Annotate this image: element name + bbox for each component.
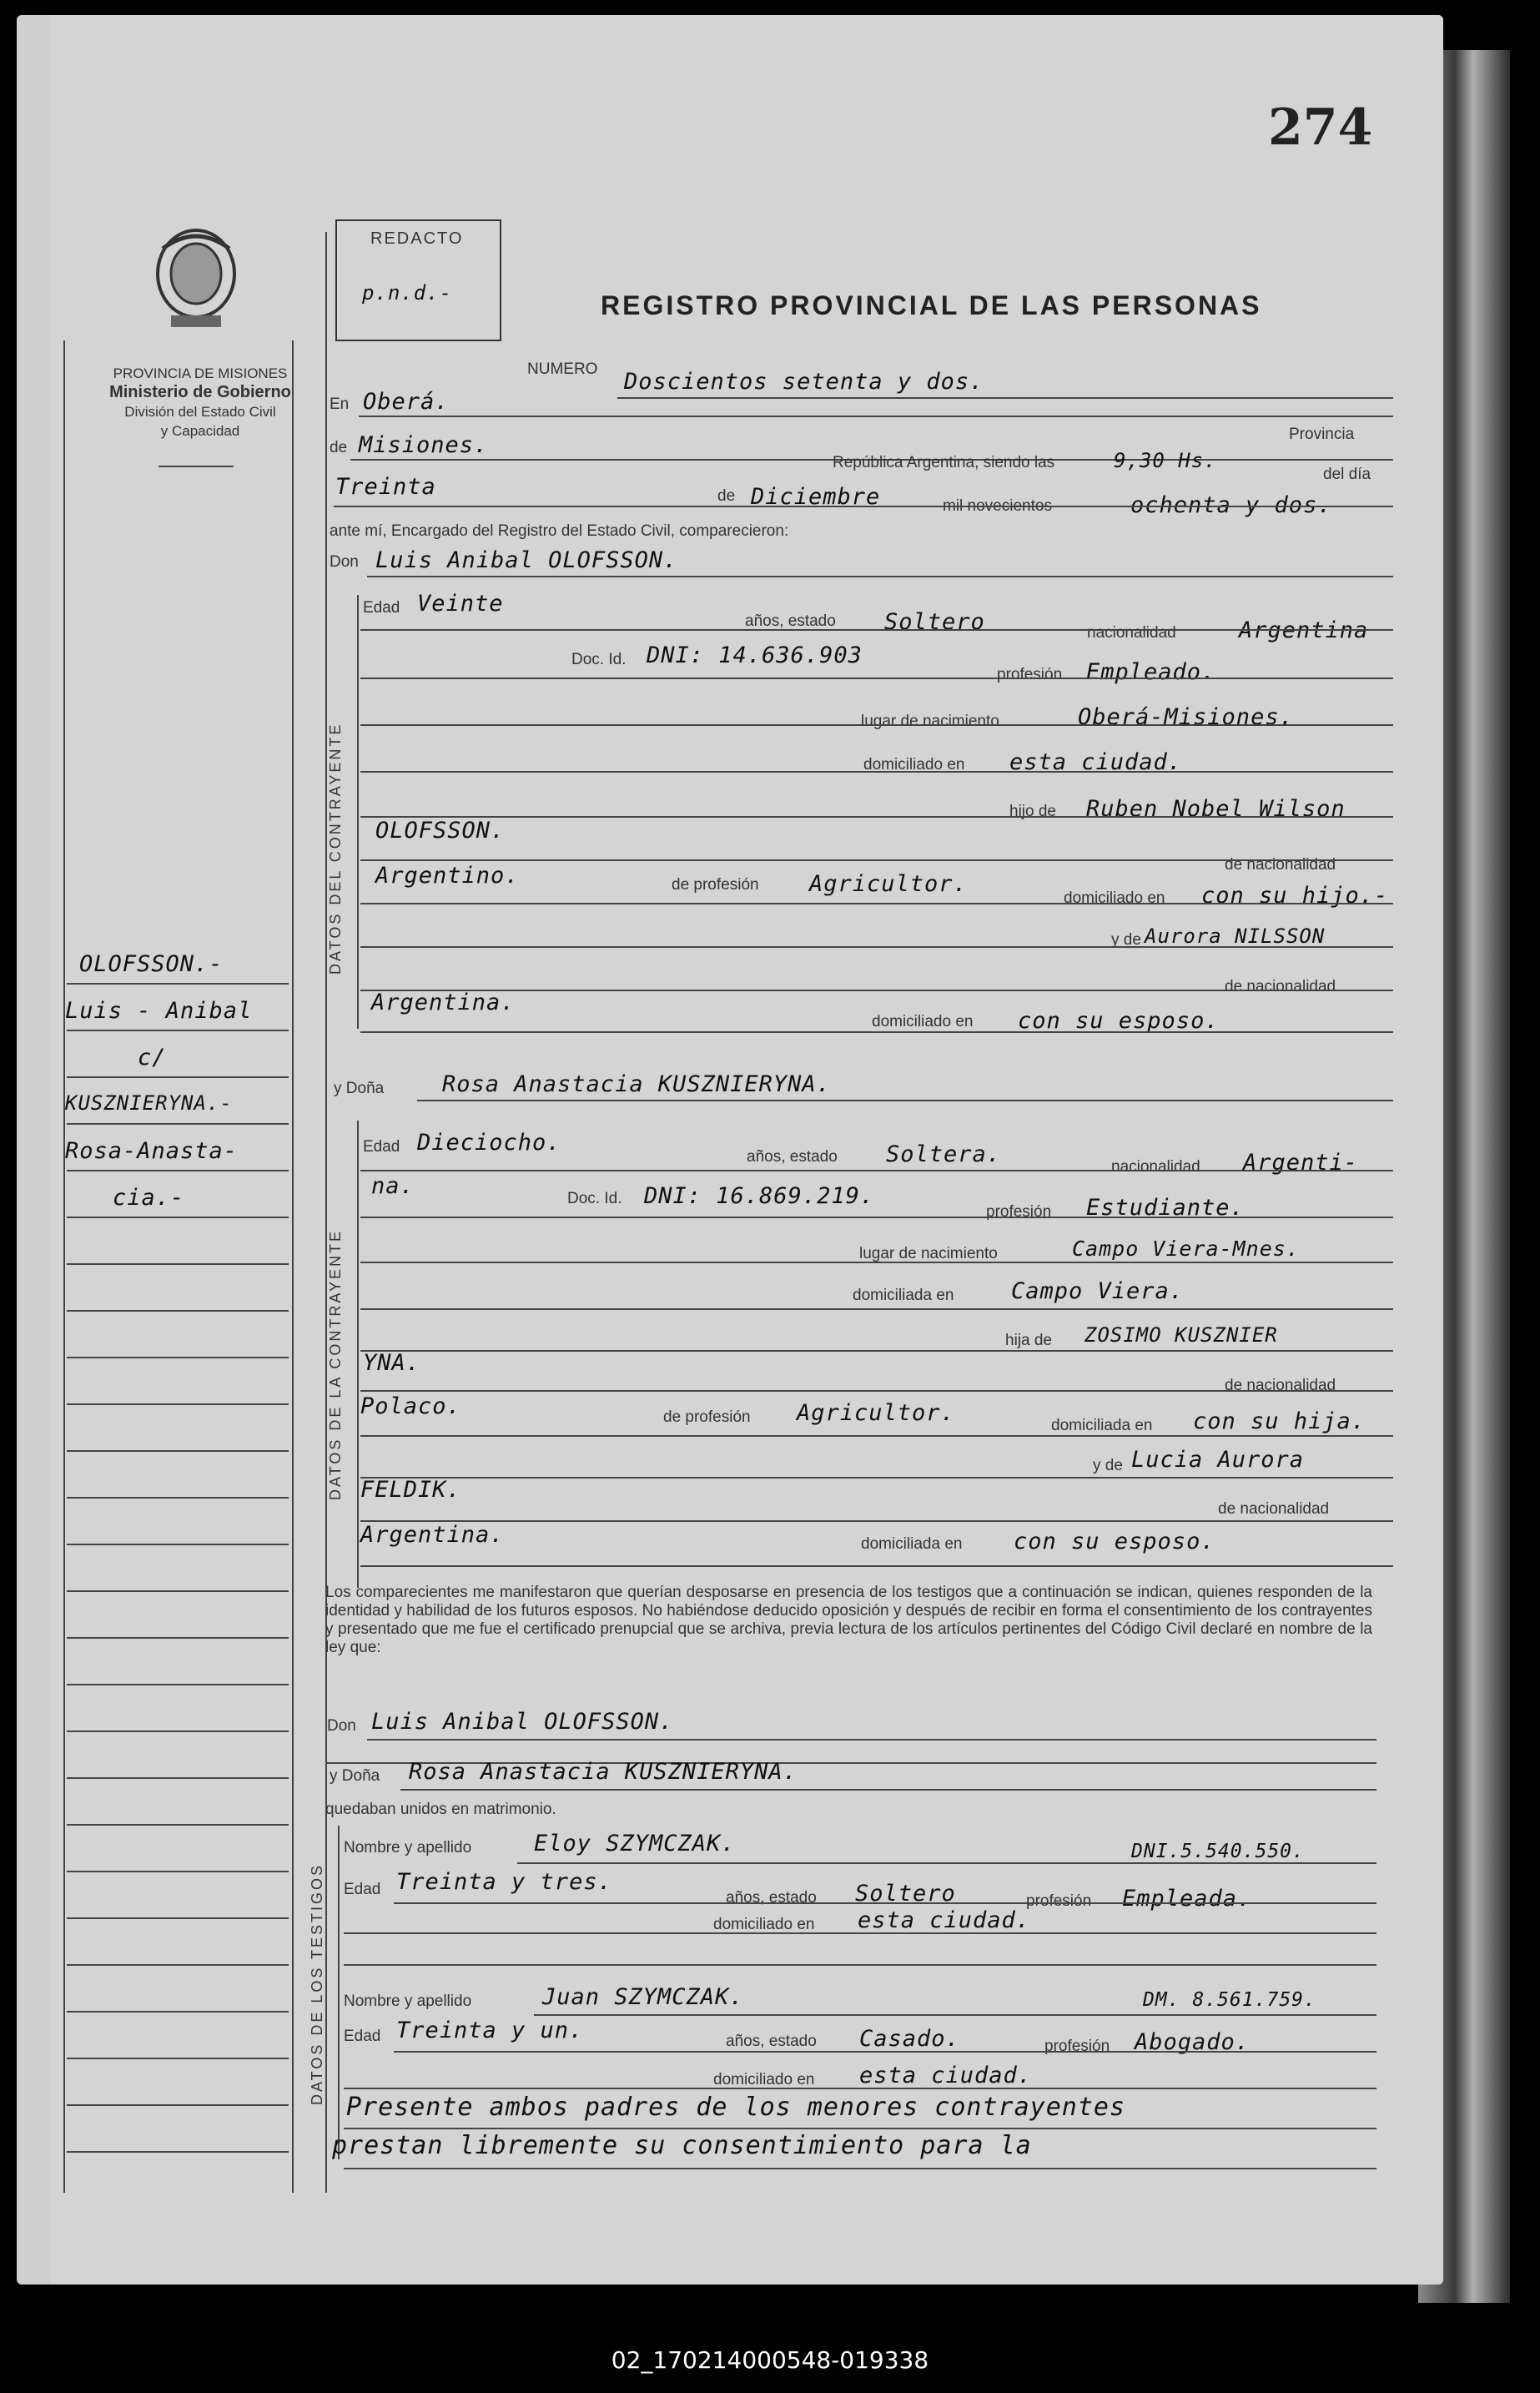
bride-padre-dom: con su hija. (1193, 1408, 1366, 1434)
hijo-label: hijo de (1009, 803, 1056, 820)
bride-domicilio: Campo Viera. (1011, 1278, 1185, 1304)
rule (360, 1308, 1393, 1310)
margin-rule (63, 340, 65, 2193)
witness2-dni: DM. 8.561.759. (1143, 1989, 1316, 2011)
rule (360, 629, 1393, 631)
groom-estado: Soltero (884, 609, 985, 635)
declaration-text: Los comparecientes me manifestaron que querían desposarse en presencia de los testigos que a continuación se indican, quienes responden de la identidad y habilidad de los futuros esposos. No habiéndose deducido oposición y después de recibir en forma el consentimiento de los contrayentes y presentado que me fue el certificado prenupcial que se archiva, previa lectura de los artículos pertinentes del Código Civil declaré en nombre de la ley que: (325, 1584, 1372, 1656)
t1-dom-label: domiciliado en (713, 1916, 815, 1933)
rule (344, 2168, 1376, 2169)
prof-label: profesión (997, 666, 1063, 683)
margin-line-4: KUSZNIERYNA.- (65, 1091, 233, 1115)
t1-prof-label: profesión (1026, 1892, 1092, 1910)
witness2-name: Juan SZYMCZAK. (542, 1984, 744, 2010)
nac-label-2: nacionalidad (1111, 1158, 1200, 1176)
margin-rule-line (67, 1030, 289, 1031)
dom3-label: domiciliado en (872, 1013, 974, 1030)
anios-label: años, estado (745, 612, 836, 630)
rule (360, 816, 1393, 818)
notes-line-1: Presente ambos padres de los menores contrayentes (346, 2093, 1126, 2122)
rule (360, 1350, 1393, 1352)
rule (360, 1477, 1393, 1479)
de-prof-label-2: de profesión (663, 1408, 751, 1426)
dom2-label: domiciliado en (1064, 889, 1165, 907)
rule (334, 506, 1393, 507)
edad-label-2: Edad (363, 1138, 400, 1156)
rule (360, 859, 1393, 861)
edad-label: Edad (363, 599, 400, 617)
margin-rule-line (67, 2011, 289, 2013)
dom-label: domiciliado en (863, 756, 965, 773)
nombre-label-2: Nombre y apellido (344, 1992, 472, 2010)
groom-padre-2: OLOFSSON. (375, 818, 506, 844)
margin-rule-line (67, 1544, 289, 1545)
rule (360, 946, 1393, 948)
rule (367, 576, 1393, 577)
redacto-value: p.n.d.- (362, 281, 453, 305)
anio-value: ochenta y dos. (1130, 492, 1332, 518)
rule (360, 903, 1393, 904)
margin-rule-line (67, 1917, 289, 1919)
rule (394, 2051, 1376, 2053)
margin-rule-line (67, 1310, 289, 1312)
bride-madre-nac: Argentina. (360, 1522, 505, 1548)
groom-lugar: Oberá-Misiones. (1078, 704, 1294, 730)
rule (360, 1217, 1393, 1218)
margin-rule-line (67, 1777, 289, 1779)
decl-don: Luis Anibal OLOFSSON. (371, 1709, 674, 1735)
t2-dom-label: domiciliado en (713, 2071, 815, 2088)
rule (360, 1390, 1393, 1392)
witness1-name: Eloy SZYMCZAK. (534, 1831, 736, 1856)
rule (359, 416, 1393, 417)
bride-nacionalidad-2: na. (371, 1173, 415, 1199)
margin-rule-line (67, 1824, 289, 1826)
margin-rule-line (67, 1964, 289, 1966)
margin-rule-line (67, 1590, 289, 1592)
anios-label-2: años, estado (747, 1148, 838, 1166)
margin-rule-line (67, 2151, 289, 2153)
rule (400, 1789, 1376, 1791)
bride-madre-dom: con su esposo. (1014, 1529, 1215, 1554)
groom-madre-dom: con su esposo. (1018, 1008, 1220, 1034)
block-rule (338, 1826, 340, 2159)
image-caption: 02_170214000548-019338 (611, 2346, 929, 2374)
de-label: de (330, 439, 348, 456)
rule (360, 724, 1393, 726)
don-label: Don (330, 553, 359, 571)
nac-label: nacionalidad (1087, 624, 1176, 642)
t1-edad-label: Edad (344, 1881, 381, 1898)
margin-rule-line (67, 1263, 289, 1265)
witness1-edad: Treinta y tres. (396, 1869, 612, 1895)
dona-label: y Doña (334, 1080, 385, 1097)
rule (534, 2014, 1376, 2016)
groom-padre-dom: con su hijo.- (1201, 883, 1389, 909)
margin-rule-line (67, 1637, 289, 1639)
province-label: PROVINCIA DE MISIONES (113, 365, 288, 381)
decl-dona: Rosa Anastacia KUSZNIERYNA. (409, 1759, 798, 1785)
witness1-estado: Soltero (855, 1881, 956, 1907)
margin-rule-line (67, 1731, 289, 1732)
provincia-label: Provincia (1289, 426, 1355, 443)
witness2-dom: esta ciudad. (859, 2063, 1033, 2088)
coat-of-arms-icon (146, 224, 246, 332)
document-title: REGISTRO PROVINCIAL DE LAS PERSONAS (601, 290, 1262, 320)
numero-value: Doscientos setenta y dos. (624, 369, 984, 395)
groom-nacionalidad: Argentina (1239, 617, 1369, 643)
rule (360, 1565, 1393, 1567)
de-value: Misiones. (359, 432, 489, 458)
quedaban-label: quedaban unidos en matrimonio. (325, 1801, 556, 1818)
divider (159, 466, 234, 467)
dom3-label-2: domiciliada en (861, 1535, 963, 1553)
de-prof-label: de profesión (672, 876, 759, 894)
rule (367, 1739, 1376, 1741)
bride-profesion: Estudiante. (1086, 1195, 1245, 1221)
lugar-label-2: lugar de nacimiento (859, 1245, 998, 1262)
rule (344, 1932, 1376, 1934)
page-number: 274 (1268, 98, 1373, 157)
margin-rule-line (67, 1684, 289, 1685)
bride-madre: Lucia Aurora (1131, 1447, 1305, 1473)
rule (360, 1435, 1393, 1437)
en-value: Oberá. (363, 389, 450, 415)
left-header (75, 364, 325, 441)
groom-padre-nac: Argentino. (375, 863, 520, 889)
margin-rule-line (67, 2058, 289, 2059)
margin-rule-line (67, 1217, 289, 1218)
margin-rule-line (67, 1497, 289, 1499)
groom-edad: Veinte (417, 591, 504, 617)
witness2-prof: Abogado. (1135, 2029, 1251, 2055)
y-de-label: y de (1111, 931, 1141, 949)
doc-label: Doc. Id. (571, 651, 627, 668)
de2-label: de (717, 487, 736, 505)
t2-prof-label: profesión (1044, 2038, 1110, 2055)
rule (360, 1520, 1393, 1522)
mes-value: Diciembre (751, 484, 881, 510)
hija-label: hija de (1005, 1332, 1052, 1349)
witness1-prof: Empleada. (1122, 1886, 1252, 1912)
mil-label: mil novecientos (943, 497, 1052, 515)
bride-padre-2: YNA. (363, 1350, 421, 1376)
document-page (17, 15, 1443, 2285)
bride-padre-nac: Polaco. (360, 1393, 461, 1419)
bride-madre-2: FELDIK. (360, 1477, 461, 1503)
t1-anios-label: años, estado (726, 1889, 817, 1907)
rule (344, 1964, 1376, 1966)
rule (344, 2128, 1376, 2129)
bride-nacionalidad: Argenti- (1243, 1150, 1359, 1176)
capacity-label: y Capacidad (160, 423, 240, 439)
bride-padre-prof: Agricultor. (797, 1400, 955, 1426)
rule (360, 1262, 1393, 1263)
prof-label-2: profesión (986, 1203, 1052, 1221)
de-nac-label-3: de nacionalidad (1225, 1377, 1336, 1394)
groom-profesion: Empleado. (1086, 659, 1216, 685)
bride-side-label: DATOS DE LA CONTRAYENTE (327, 1228, 344, 1500)
decl-don-label: Don (327, 1717, 356, 1735)
de-nac-label-2: de nacionalidad (1225, 978, 1336, 995)
block-rule (357, 1121, 359, 1588)
rule (344, 2088, 1376, 2089)
lugar-label: lugar de nacimiento (861, 713, 999, 730)
republica-label: República Argentina, siendo las (833, 454, 1055, 471)
groom-madre: Aurora NILSSON (1145, 924, 1326, 948)
rule (360, 678, 1393, 679)
hora-value: 9,30 Hs. (1114, 449, 1217, 472)
margin-rule-line (67, 983, 289, 985)
witness1-dni: DNI.5.540.550. (1131, 1841, 1305, 1862)
rule (517, 1862, 1376, 1864)
ministry-label: Ministerio de Gobierno (109, 383, 291, 401)
groom-padre-prof: Agricultor. (809, 871, 968, 897)
margin-line-1: OLOFSSON.- (79, 951, 224, 977)
groom-doc: DNI: 14.636.903 (647, 642, 863, 668)
rule (394, 1902, 1376, 1904)
ante-label: ante mí, Encargado del Registro del Estado Civil, comparecieron: (330, 522, 789, 540)
margin-rule-line (67, 1076, 289, 1078)
rule (417, 1100, 1393, 1101)
bride-edad: Dieciocho. (417, 1130, 561, 1156)
witness2-edad: Treinta y un. (396, 2018, 584, 2043)
margin-rule-line (67, 1357, 289, 1358)
bride-doc: DNI: 16.869.219. (644, 1183, 875, 1209)
margin-rule-line (67, 1403, 289, 1405)
division-label: División del Estado Civil (124, 404, 276, 420)
margin-rule (292, 340, 294, 2193)
witness-side-label: DATOS DE LOS TESTIGOS (309, 1862, 325, 2105)
nombre-label: Nombre y apellido (344, 1839, 472, 1856)
margin-rule-line (67, 1871, 289, 1872)
rule (360, 1031, 1393, 1033)
de-nac-label-4: de nacionalidad (1218, 1500, 1330, 1518)
groom-side-label: DATOS DEL CONTRAYENTE (327, 722, 344, 975)
dom-label-2: domiciliada en (853, 1287, 954, 1304)
margin-line-6: cia.- (113, 1185, 185, 1211)
dia-value: Treinta (335, 474, 436, 500)
t2-edad-label: Edad (344, 2028, 381, 2045)
del-dia-label: del día (1323, 466, 1371, 483)
rule (617, 397, 1393, 399)
margin-rule-line (67, 1170, 289, 1171)
rule (360, 1170, 1393, 1171)
redacto-label: REDACTO (370, 229, 464, 248)
margin-rule-line (67, 1450, 289, 1452)
t2-anios-label: años, estado (726, 2033, 817, 2050)
margin-rule-line (67, 2104, 289, 2106)
groom-domicilio: esta ciudad. (1009, 749, 1183, 775)
redacto-box (335, 219, 501, 341)
bride-lugar: Campo Viera-Mnes. (1072, 1237, 1300, 1261)
groom-name: Luis Anibal OLOFSSON. (375, 547, 678, 573)
notes-line-2: prestan libremente su consentimiento para la (332, 2131, 1032, 2160)
groom-padre: Ruben Nobel Wilson (1086, 796, 1346, 822)
en-label: En (330, 395, 350, 413)
de-nac-label: de nacionalidad (1225, 856, 1336, 874)
witness2-estado: Casado. (859, 2026, 960, 2052)
bride-padre: ZOSIMO KUSZNIER (1085, 1323, 1278, 1347)
dom2-label-2: domiciliada en (1051, 1417, 1153, 1434)
rule (360, 771, 1393, 773)
y-de-label-2: y de (1093, 1457, 1123, 1474)
margin-rule-line (67, 1123, 289, 1125)
numero-label: NUMERO (527, 360, 598, 378)
margin-line-5: Rosa-Anasta- (65, 1138, 239, 1164)
decl-dona-label: y Doña (330, 1767, 380, 1785)
groom-madre-nac: Argentina. (371, 990, 516, 1015)
margin-line-3: c/ (138, 1045, 167, 1071)
margin-line-2: Luis - Anibal (65, 998, 253, 1024)
block-rule (357, 595, 359, 1029)
bride-estado: Soltera. (886, 1141, 1002, 1167)
doc-label-2: Doc. Id. (567, 1190, 622, 1207)
bride-name: Rosa Anastacia KUSZNIERYNA. (442, 1071, 831, 1097)
witness1-dom: esta ciudad. (858, 1907, 1031, 1933)
